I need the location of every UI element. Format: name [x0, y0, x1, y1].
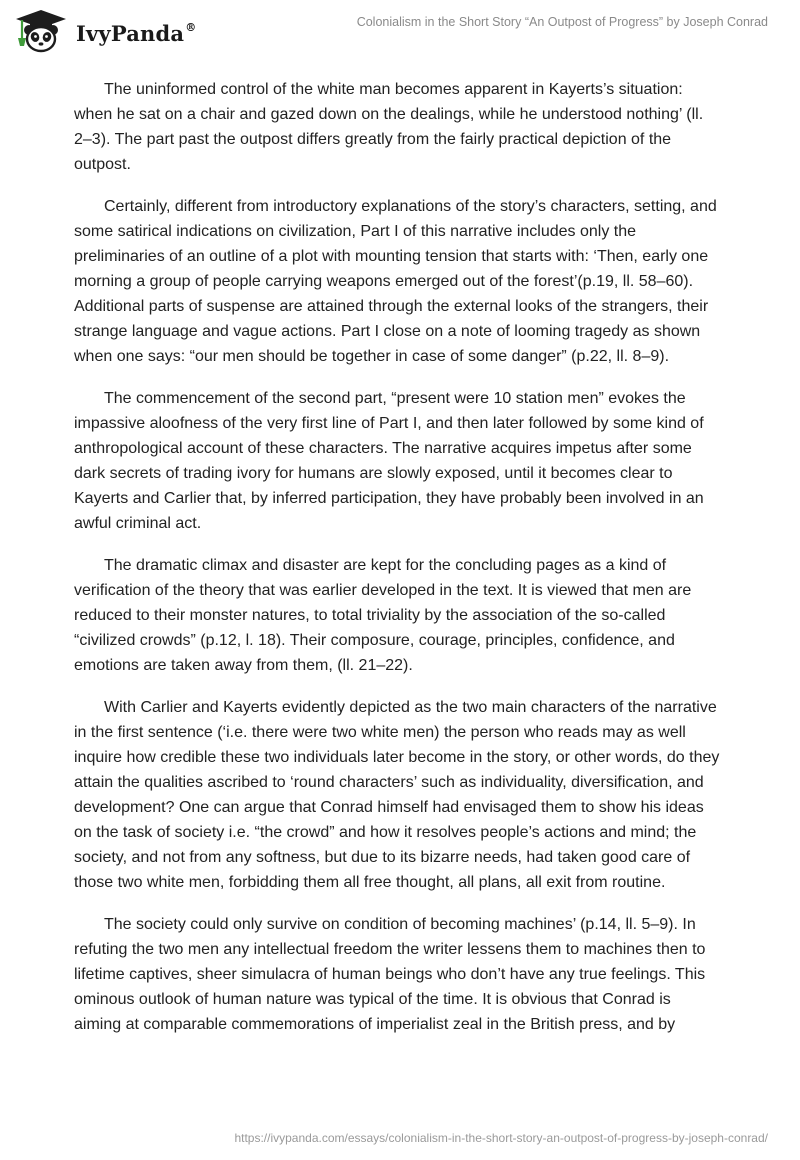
page-header [0, 0, 800, 60]
source-url[interactable]: https://ivypanda.com/essays/colonialism-in-the-short-story-an-outpost-of-progress-by-joseph-conrad/ [234, 1131, 768, 1145]
paragraph: Certainly, different from introductory explanations of the story’s characters, setting, and some satirical indications on civilization, Part I of this narrative includes only the preliminaries of an outline of a plot with mounting tension that starts with: ‘Then, early one morning a group of people carrying weapons emerged out of the forest’(p.19, ll. 58–60). Additional parts of suspense are attained through the external looks of the strangers, their strange language and vague actions. Part I close on a note of looming tragedy as shown when one says: “our men should be together in case of some danger” (p.22, ll. 8–9). [74, 198, 717, 365]
essay-body [74, 77, 722, 1054]
brand-logo[interactable] [14, 8, 196, 54]
logo-wordmark [76, 21, 196, 46]
document-title: Colonialism in the Short Story “An Outpost of Progress” by Joseph Conrad [356, 15, 768, 29]
paragraph: The dramatic climax and disaster are kept for the concluding pages as a kind of verification of the theory that was earlier developed in the text. It is viewed that men are reduced to their monster natures, to total triviality by the association of the so-called “civilized crowds” (p.12, l. 18). Their composure, courage, principles, confidence, and emotions are taken away from them, (ll. 21–22). [74, 557, 692, 674]
logo-name: IvyPanda [76, 20, 185, 46]
registered-mark: ® [185, 20, 197, 34]
paragraph: The commencement of the second part, “present were 10 station men” evokes the impassive aloofness of the very first line of Part I, and then later followed by some kind of anthropological account of these characters. The narrative acquires impetus after some dark secrets of trading ivory for humans are slowly exposed, until it becomes clear to Kayerts and Carlier that, by inferred participation, they have probably been involved in an awful criminal act. [74, 390, 704, 532]
panda-graduation-cap-icon [14, 8, 68, 54]
paragraph: The society could only survive on condition of becoming machines’ (p.14, ll. 5–9). In refuting the two men any intellectual freedom the writer lessens them to machines then to lifetime captives, sheer simulacra of human beings who don’t have any true feelings. This ominous outlook of human nature was typical of the time. It is obvious that Conrad is aiming at comparable commemorations of imperialist zeal in the British press, and by [74, 916, 706, 1033]
paragraph: The uninformed control of the white man becomes apparent in Kayerts’s situation: when he sat on a chair and gazed down on the dealings, while he understood nothing’ (ll. 2–3). The part past the outpost differs greatly from the fairly practical depiction of the outpost. [74, 81, 704, 173]
paragraph: With Carlier and Kayerts evidently depicted as the two main characters of the narrative in the first sentence (‘i.e. there were two white men) the person who reads may as well inquire how credible these two individuals later become in the story, or other words, do they attain the qualities ascribed to ‘round characters’ such as individuality, diversification, and development? One can argue that Conrad himself had envisaged them to show his ideas on the task of society i.e. “the crowd” and how it resolves people’s actions and mind; the society, and not from any softness, but due to its bizarre needs, had taken good care of those two white men, forbidding them all free thought, all plans, all exit from routine. [74, 699, 720, 891]
